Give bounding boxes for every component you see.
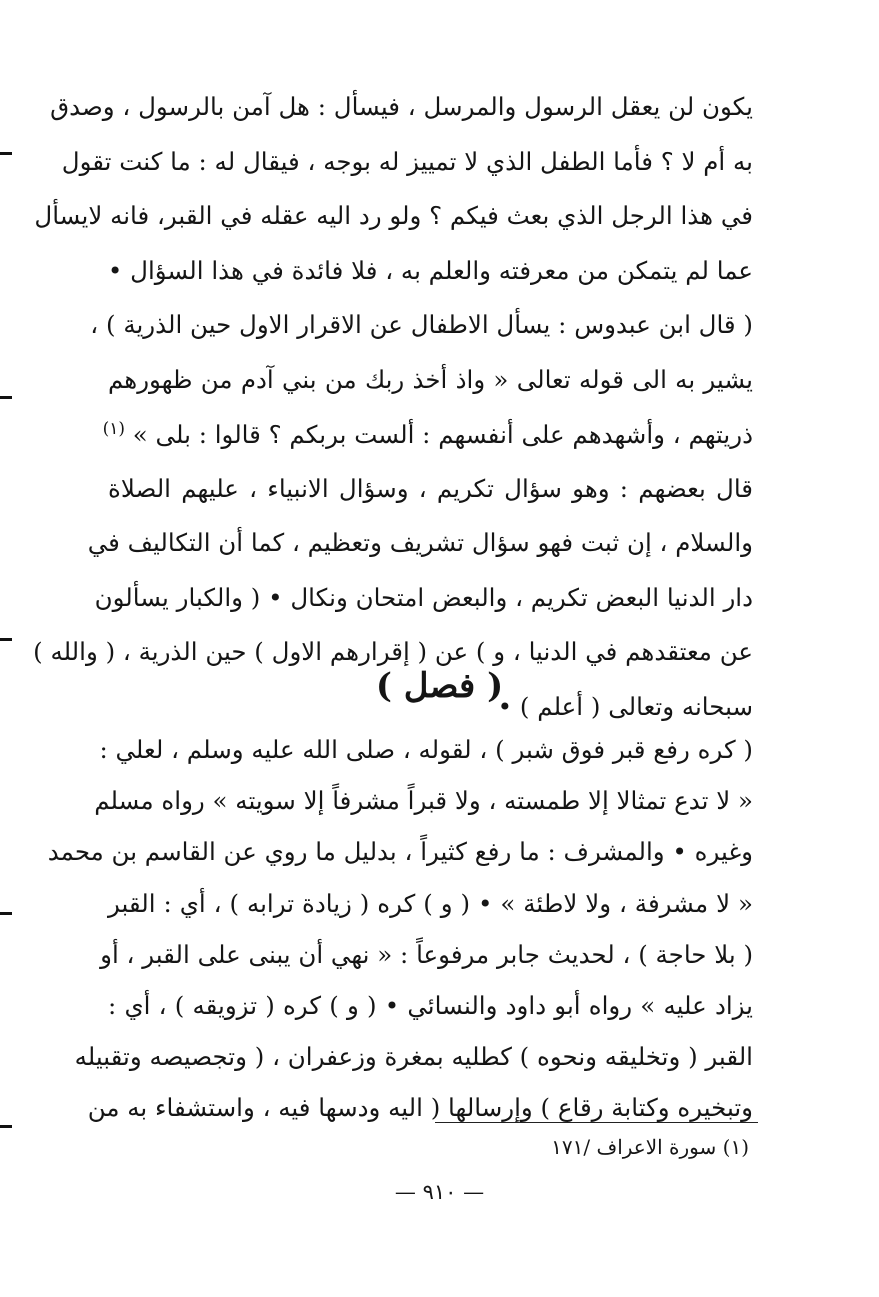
text-line: « لا مشرفة ، ولا لاطئة » • ( و ) كره ( زيادة ترابه ) ، أي : القبر: [108, 888, 753, 918]
text-line: القبر ( وتخليقه ونحوه ) كطليه بمغرة وزعفران ، ( وتجصيصه وتقبيله: [74, 1042, 753, 1072]
text-line: والسلام ، إن ثبت فهو سؤال تشريف وتعظيم ، كما أن التكاليف في: [87, 528, 753, 557]
text-line: سبحانه وتعالى ( أعلم ) •: [497, 691, 753, 721]
text-line: يزاد عليه » رواه أبو داود والنسائي • ( و ) كره ( تزويقه ) ، أي :: [108, 990, 753, 1020]
body-text-section-2: [47, 735, 753, 1145]
text-line: ذريتهم ، وأشهدهم على أنفسهم : ألست بربكم ؟ قالوا : بلى »: [132, 420, 753, 450]
text-line: دار الدنيا البعض تكريم ، والبعض امتحان ونكال • ( والكبار يسألون: [94, 582, 753, 612]
text-line: به أم لا ؟ فأما الطفل الذي لا تمييز له بوجه ، فيقال له : ما كنت تقول: [61, 146, 753, 176]
text-line: ( بلا حاجة ) ، لحديث جابر مرفوعاً : « نهي أن يبنى على القبر ، أو: [100, 939, 753, 969]
text-line: عن معتقدهم في الدنيا ، و ) عن ( إقرارهم الاول ) حين الذرية ، ( والله ): [33, 637, 753, 666]
text-line: وغيره • والمشرف : ما رفع كثيراً ، بدليل ما روي عن القاسم بن محمد: [47, 837, 753, 867]
text-line: « لا تدع تمثالا إلا طمسته ، ولا قبراً مشرفاً إلا سويته » رواه مسلم: [94, 786, 753, 816]
text-line: عما لم يتمكن من معرفته والعلم به ، فلا فائدة في هذا السؤال •: [107, 255, 753, 285]
edge-mark: [0, 152, 12, 155]
edge-mark: [0, 1125, 12, 1128]
page-number: — ٩١٠ —: [394, 1180, 485, 1204]
text-line: وتبخيره وكتابة رقاع ) وإرسالها ( اليه ودسها فيه ، واستشفاء به من: [87, 1093, 753, 1123]
text-line: يشير به الى قوله تعالى « واذ أخذ ربك من بني آدم من ظهورهم: [108, 364, 753, 394]
edge-mark: [0, 396, 12, 399]
footnote: (١) سورة الاعراف /١٧١: [551, 1135, 749, 1159]
edge-mark: [0, 638, 12, 641]
body-text-section-1: [33, 92, 753, 746]
footnote-divider: [435, 1122, 758, 1123]
edge-mark: [0, 912, 12, 915]
section-heading: ( فصل ): [375, 666, 504, 706]
footnote-reference: (١): [102, 419, 125, 439]
text-line: قال بعضهم : وهو سؤال تكريم ، وسؤال الانبياء ، عليهم الصلاة: [108, 473, 753, 503]
text-line: ( كره رفع قبر فوق شبر ) ، لقوله ، صلى الله عليه وسلم ، لعلي :: [99, 735, 753, 764]
text-line: يكون لن يعقل الرسول والمرسل ، فيسأل : هل آمن بالرسول ، وصدق: [50, 92, 753, 121]
text-line: ( قال ابن عبدوس : يسأل الاطفال عن الاقرار الاول حين الذرية ) ،: [90, 310, 753, 339]
text-line: في هذا الرجل الذي بعث فيكم ؟ ولو رد اليه عقله في القبر، فانه لايسأل: [34, 201, 753, 230]
text-line-with-footnote: [102, 419, 753, 474]
